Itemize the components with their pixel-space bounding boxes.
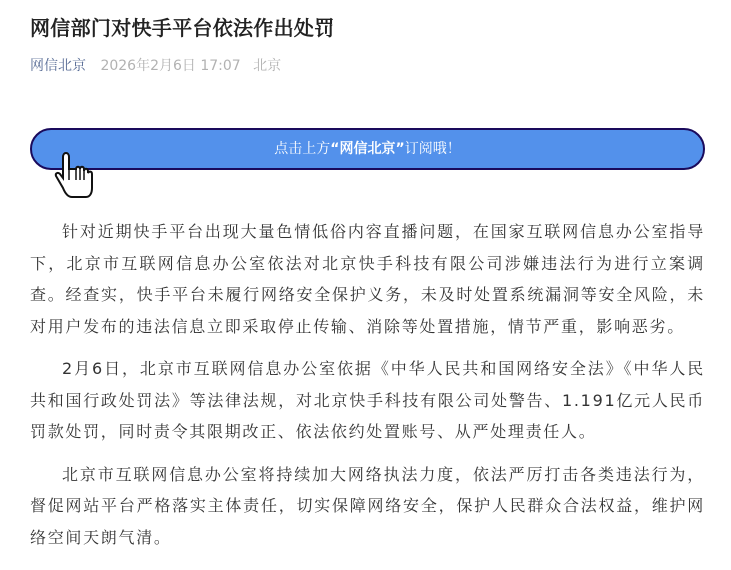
article-title: 网信部门对快手平台依法作出处罚 (30, 16, 335, 40)
paragraph: 针对近期快手平台出现大量色情低俗内容直播问题，在国家互联网信息办公室指导下，北京市互联网信息办公室依法对北京快手科技有限公司涉嫌违法行为进行立案调查。经查实，快手平台未履行网络安全保护义务，未及时处置系统漏洞等安全风险，未对用户发布的违法信息立即采取停止传输、消除等处置措施，情节严重，影响恶劣。 (30, 222, 705, 336)
subscribe-banner[interactable] (30, 128, 705, 170)
paragraph: 2月6日，北京市互联网信息办公室依据《中华人民共和国网络安全法》《中华人民共和国行政处罚法》等法律法规，对北京快手科技有限公司处警告、1.191亿元人民币罚款处罚，同时责令其限期改正、依法依约处置账号、从严处理责任人。 (30, 359, 705, 441)
pointing-hand-icon (54, 150, 98, 200)
article-meta (30, 55, 289, 75)
paragraph: 北京市互联网信息办公室将持续加大网络执法力度，依法严厉打击各类违法行为，督促网站平台严格落实主体责任，切实保障网络安全，保护人民群众合法权益，维护网络空间天朗气清。 (30, 464, 705, 547)
source-account-link[interactable]: 网信北京 (30, 58, 86, 74)
banner-account: “网信北京” (330, 141, 405, 157)
publish-location: 北京 (253, 58, 282, 74)
publish-datetime: 2026年2月6日 17:07 (100, 58, 241, 74)
banner-suffix: 订阅哦！ (404, 141, 461, 157)
article-body (30, 216, 705, 564)
banner-prefix: 点击上方 (274, 141, 331, 157)
